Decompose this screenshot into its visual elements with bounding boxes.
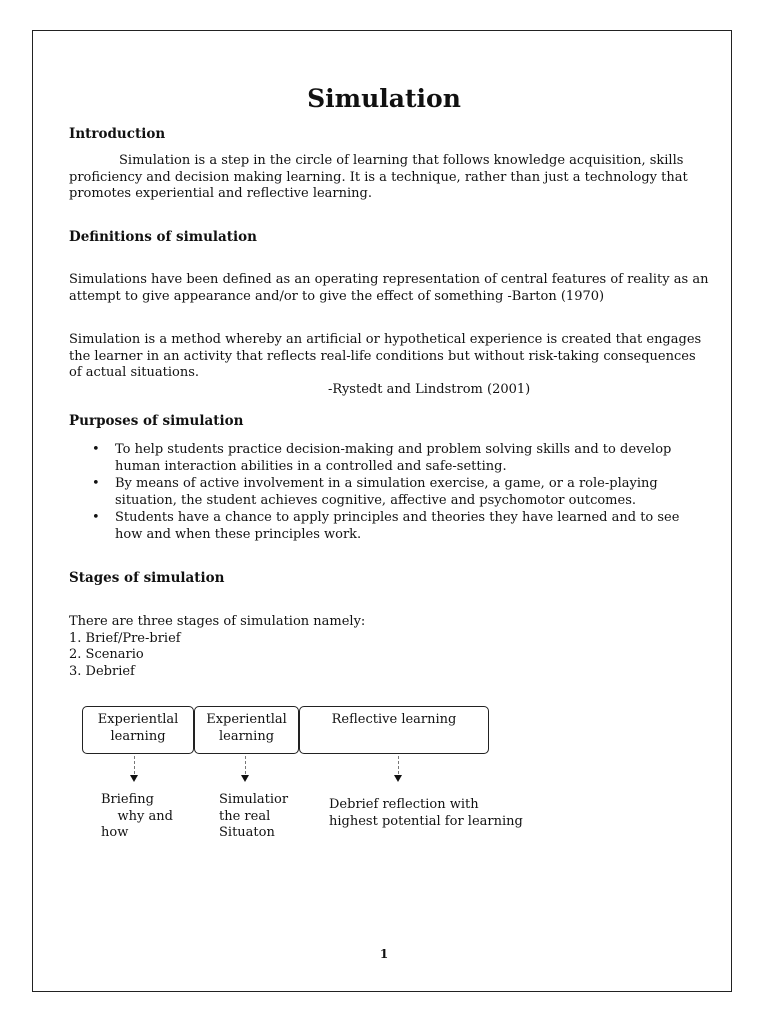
arrow-down-icon [241, 775, 249, 782]
bullet-icon: • [92, 510, 100, 525]
page-number: 1 [379, 947, 389, 961]
document-title: Simulation [307, 84, 461, 113]
stage-item: 2. Scenario [69, 647, 144, 663]
diagram-box-experiential-1: Experientlal learning [82, 706, 194, 754]
purposes-heading: Purposes of simulation [69, 413, 244, 429]
diagram-box-experiential-2: Experientlal learning [194, 706, 299, 754]
definition-paragraph-2: Simulation is a method whereby an artificial or hypothetical experience is created that engages the learner in an activity that reflects real-life conditions but without risk-taking consequences of actual situations. [69, 332, 702, 381]
outcome-simulation: Simulatior the real Situaton [219, 792, 289, 841]
diagram-box-reflective: Reflective learning [299, 706, 489, 754]
arrow-down-icon [130, 775, 138, 782]
stages-intro: There are three stages of simulation namely: [69, 614, 366, 629]
stages-list [69, 614, 365, 680]
definition-attribution: -Rystedt and Lindstrom (2001) [328, 382, 531, 397]
stage-item: 1. Brief/Pre-brief [69, 630, 181, 646]
list-item [69, 509, 709, 543]
definition-paragraph-1: Simulations have been defined as an operating representation of central features of reality as an attempt to give appearance and/or to give the effect of something -Barton (1970) [69, 272, 709, 304]
list-item-text: By means of active involvement in a simulation exercise, a game, or a role-playing situation, the student achieves cognitive, affective and psychomotor outcomes. [115, 476, 658, 508]
list-item [69, 441, 709, 475]
outcome-briefing: Briefing why and how [101, 792, 173, 841]
list-item-text: To help students practice decision-making and problem solving skills and to develop human interaction abilities in a controlled and safe-setting. [115, 442, 672, 474]
connector-line [134, 756, 135, 774]
purposes-list [69, 441, 709, 543]
stage-item: 3. Debrief [69, 663, 135, 679]
list-item [69, 475, 709, 509]
introduction-paragraph [69, 153, 709, 203]
outcome-debrief: Debrief reflection with highest potential for learning [329, 797, 523, 829]
connector-line [245, 756, 246, 774]
bullet-icon: • [92, 442, 100, 457]
introduction-heading: Introduction [69, 126, 166, 142]
introduction-text: Simulation is a step in the circle of learning that follows knowledge acquisition, skills proficiency and decision making learning. It is a technique, rather than just a technology that promotes experiential and reflective learning. [69, 153, 688, 202]
arrow-down-icon [394, 775, 402, 782]
connector-line [398, 756, 399, 774]
list-item-text: Students have a chance to apply principles and theories they have learned and to see how and when these principles work. [115, 510, 680, 542]
stages-heading: Stages of simulation [69, 570, 225, 586]
bullet-icon: • [92, 476, 100, 491]
definitions-heading: Definitions of simulation [69, 229, 257, 245]
